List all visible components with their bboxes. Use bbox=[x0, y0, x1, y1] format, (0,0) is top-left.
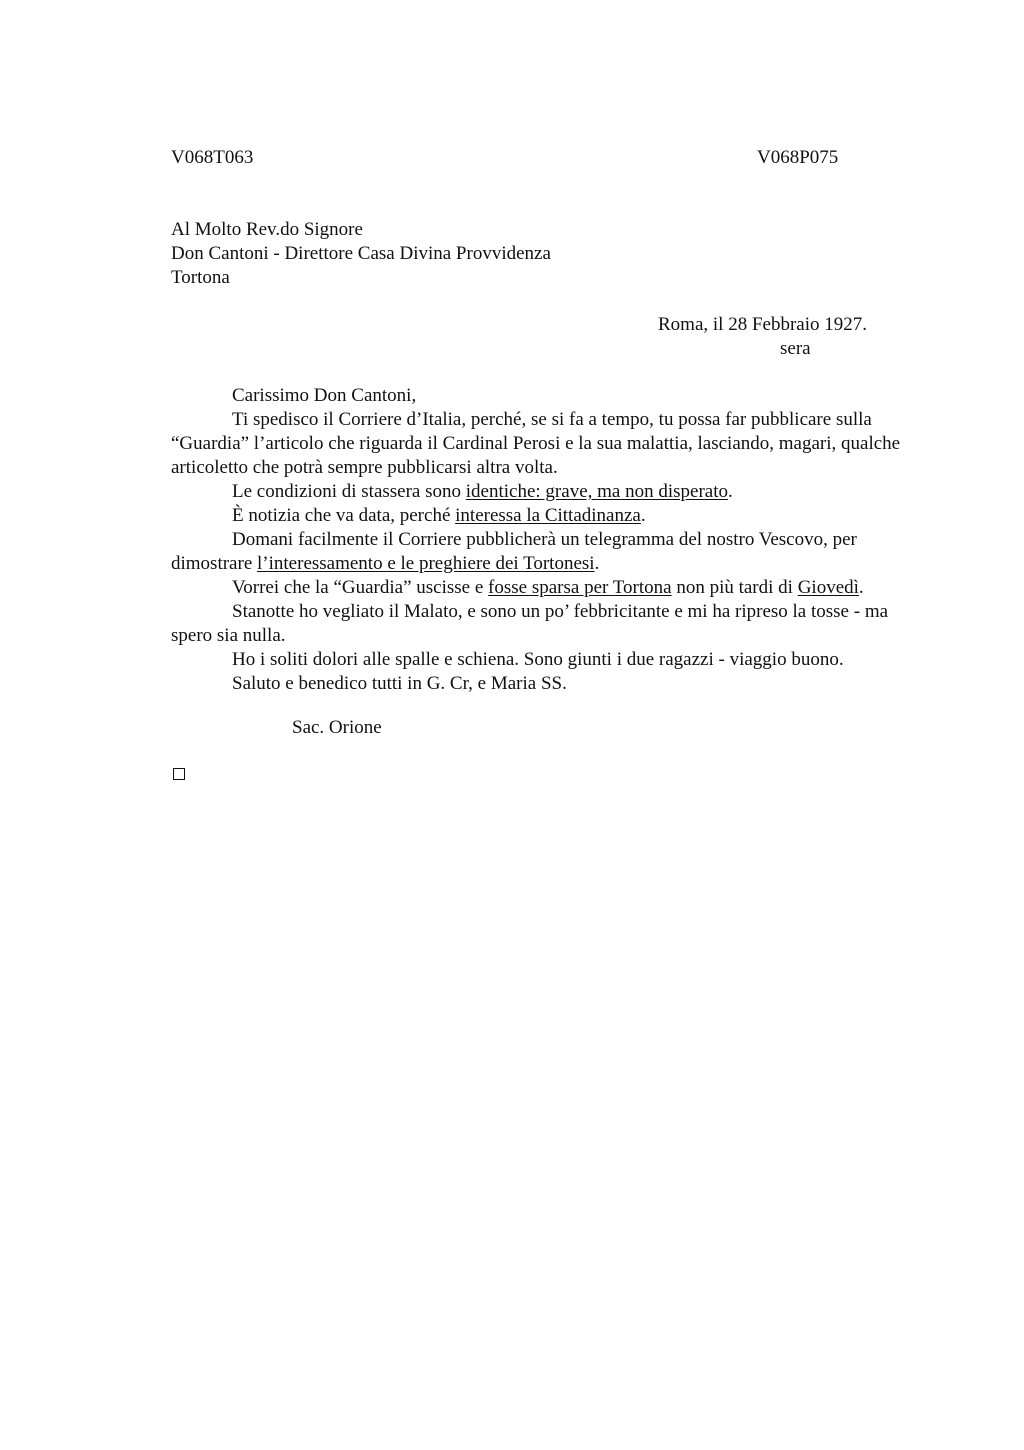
document-code-right: V068P075 bbox=[757, 147, 839, 168]
paragraph-5-middle: non più tardi di bbox=[671, 577, 798, 598]
paragraph-3-text: È notizia che va data, perché bbox=[232, 505, 456, 526]
recipient-address bbox=[171, 218, 551, 290]
paragraph-2-underlined: identiche: grave, ma non disperato bbox=[465, 481, 728, 502]
paragraph-4-underlined: l’interessamento e le preghiere dei Tortonesi bbox=[257, 553, 595, 574]
paragraph-4 bbox=[171, 528, 931, 576]
address-line-2: Don Cantoni - Direttore Casa Divina Provvidenza bbox=[171, 243, 551, 264]
paragraph-8: Saluto e benedico tutti in G. Cr, e Maria SS. bbox=[232, 673, 567, 694]
place-date: Roma, il 28 Febbraio 1927. bbox=[658, 314, 867, 335]
time-of-day: sera bbox=[780, 338, 811, 359]
salutation: Carissimo Don Cantoni, bbox=[232, 385, 417, 406]
document-code-left: V068T063 bbox=[171, 147, 254, 168]
paragraph-4-text: Domani facilmente il Corriere pubblicherà un telegramma del nostro Vescovo, per dimostrare bbox=[171, 529, 857, 574]
paragraph-5-underlined-2: Giovedì bbox=[797, 577, 859, 598]
paragraph-2-text: Le condizioni di stassera sono bbox=[232, 481, 466, 502]
paragraph-1: Ti spedisco il Corriere d’Italia, perché, se si fa a tempo, tu possa far pubblicare sulla “Guardia” l’articolo che riguarda il Cardinal Perosi e la sua malattia, lasciando, magari, qualche articoletto che potrà sempre pubblicarsi altra volta. bbox=[171, 409, 901, 478]
paragraph-3 bbox=[171, 504, 931, 528]
paragraph-2-end: . bbox=[727, 481, 733, 502]
address-line-1: Al Molto Rev.do Signore bbox=[171, 219, 363, 240]
paragraph-5-underlined-1: fosse sparsa per Tortona bbox=[488, 577, 672, 598]
paragraph-5-end: . bbox=[858, 577, 864, 598]
address-line-3: Tortona bbox=[171, 267, 230, 288]
paragraph-4-end: . bbox=[594, 553, 600, 574]
paragraph-5-text: Vorrei che la “Guardia” uscisse e bbox=[232, 577, 489, 598]
paragraph-2 bbox=[171, 480, 931, 504]
empty-square-icon bbox=[173, 768, 185, 780]
paragraph-5 bbox=[171, 576, 931, 600]
paragraph-3-end: . bbox=[640, 505, 646, 526]
signature: Sac. Orione bbox=[292, 717, 382, 738]
paragraph-7: Ho i soliti dolori alle spalle e schiena. Sono giunti i due ragazzi - viaggio buono. bbox=[232, 649, 844, 670]
paragraph-6: Stanotte ho vegliato il Malato, e sono un po’ febbricitante e mi ha ripreso la tosse - ma spero sia nulla. bbox=[171, 601, 889, 646]
paragraph-3-underlined: interessa la Cittadinanza bbox=[455, 505, 641, 526]
letter-body bbox=[171, 384, 931, 696]
